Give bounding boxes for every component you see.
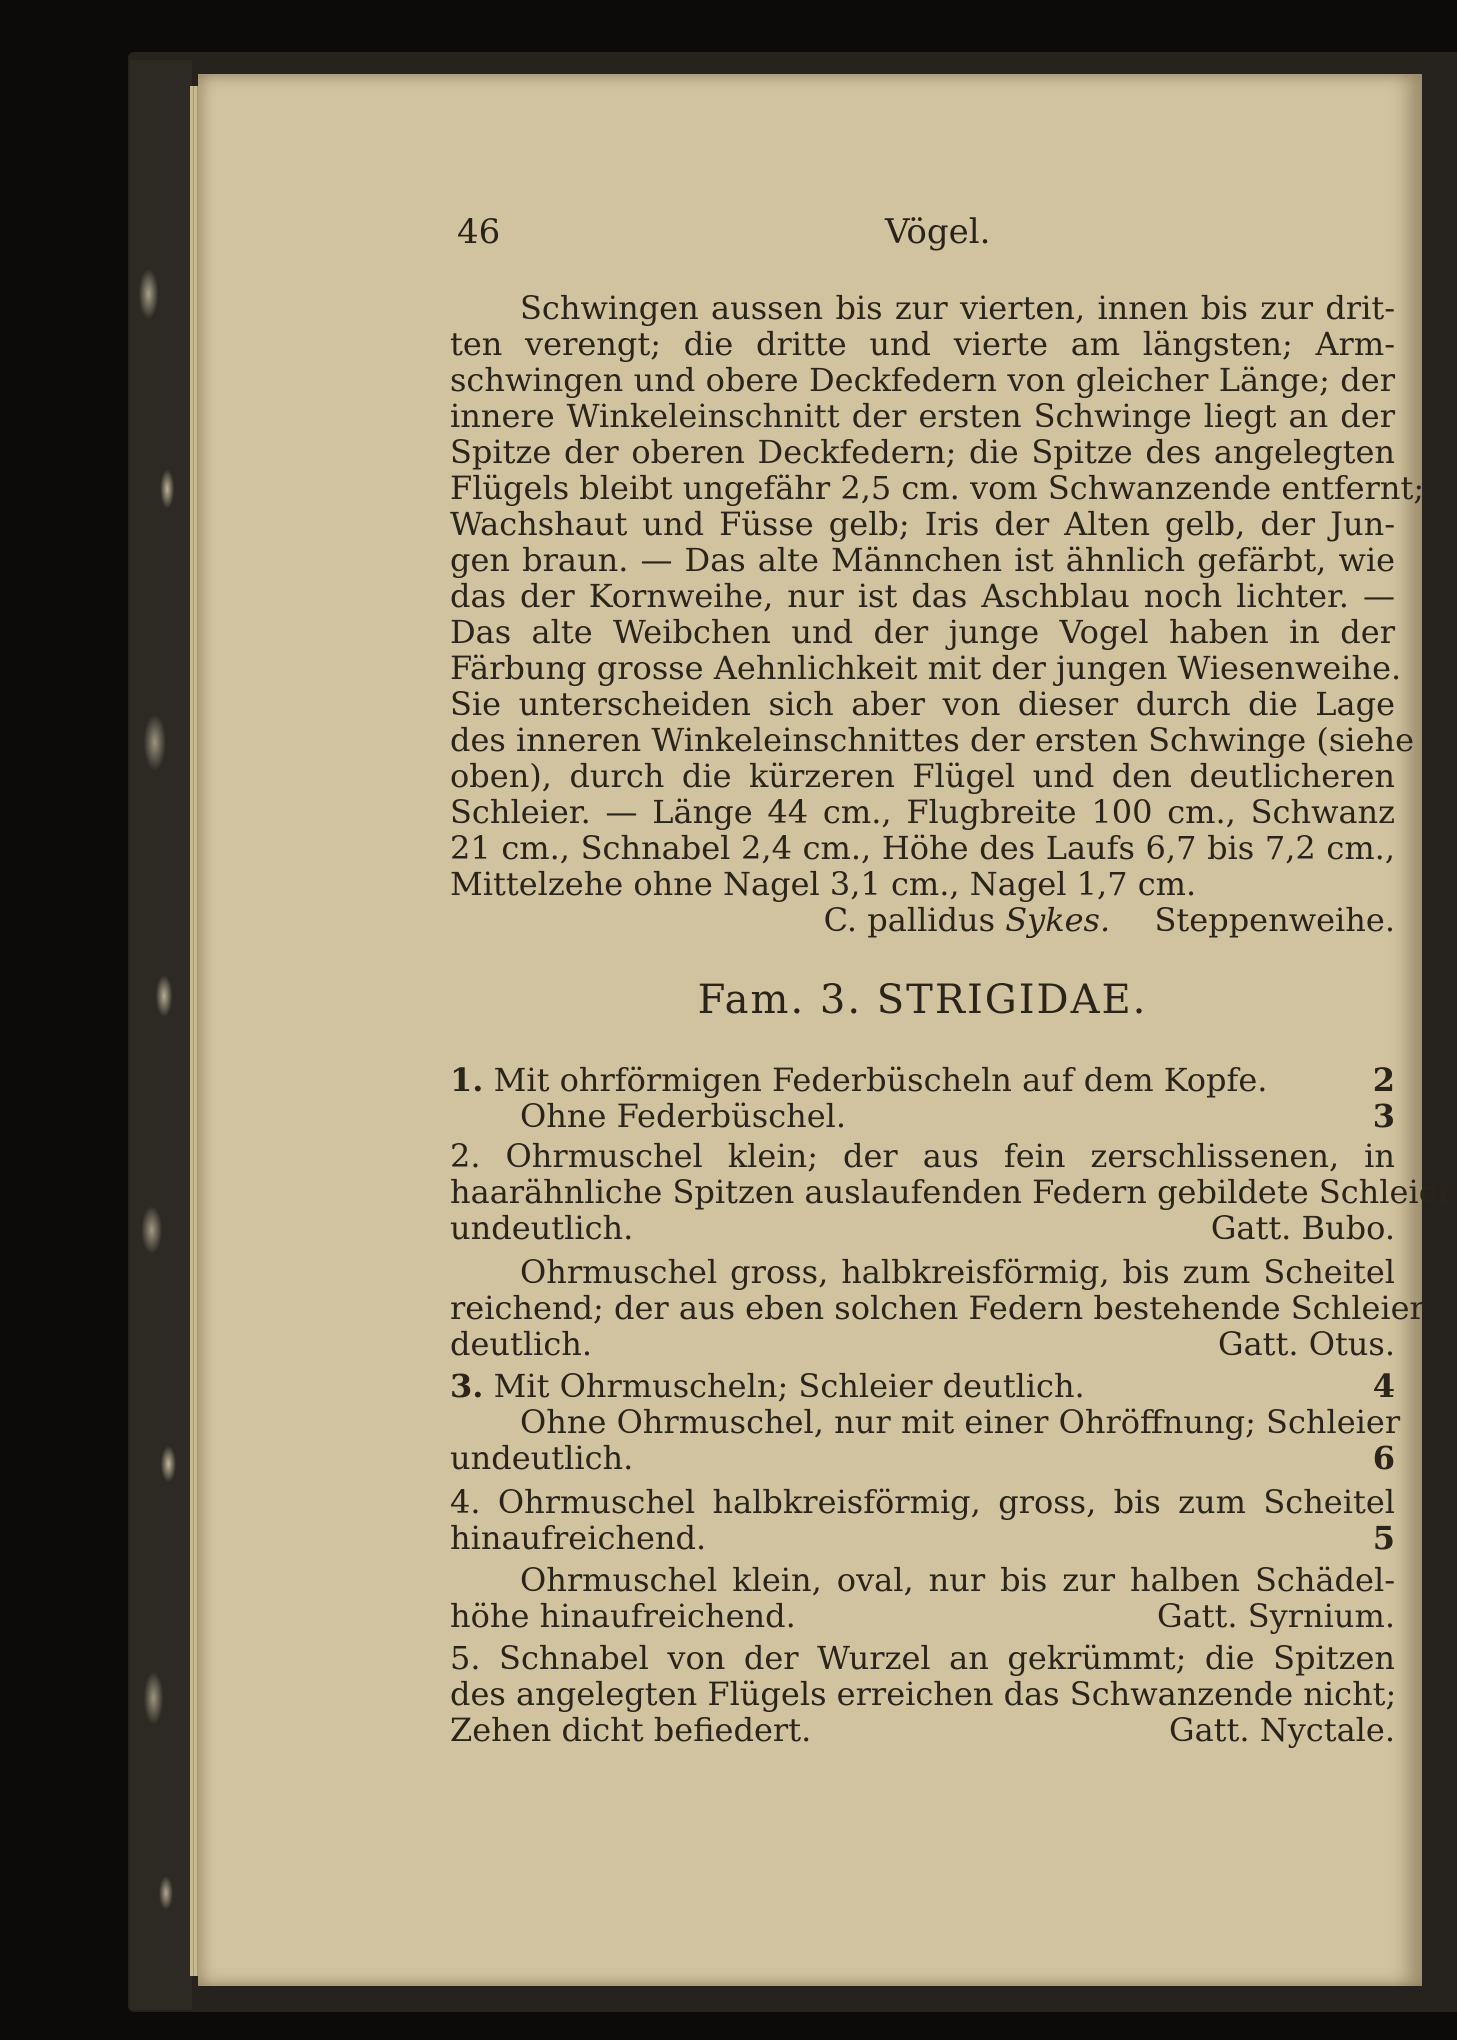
- key-2b-line1: Ohrmuschel gross, halbkreisförmig, bis zum Scheitel: [520, 1253, 1395, 1291]
- key-number: 1.: [450, 1061, 484, 1099]
- species-common-name: Steppenweihe.: [1154, 901, 1395, 939]
- key-text: undeutlich.: [450, 1209, 634, 1247]
- key-2b-line2: reichend; der aus eben solchen Federn bestehende Schleier: [450, 1289, 1425, 1327]
- key-text: höhe hinaufreichend.: [450, 1597, 796, 1635]
- key-5-line2: des angelegten Flügels erreichen das Schwanzende nicht;: [450, 1675, 1397, 1713]
- key-4b-line2: [450, 1598, 1395, 1634]
- key-text: Ohne Federbüschel.: [520, 1097, 847, 1135]
- key-4a-line2: [450, 1520, 1395, 1556]
- family-heading: Fam. 3. STRIGIDAE.: [697, 977, 1148, 1023]
- paragraph-line: oben), durch die kürzeren Flügel und den deutlicheren: [450, 757, 1395, 795]
- key-2a-line2: haarähnliche Spitzen auslaufenden Federn gebildete Schleier: [450, 1173, 1453, 1211]
- paragraph-line: schwingen und obere Deckfedern von gleicher Länge; der: [450, 361, 1395, 399]
- key-reference: 5: [1372, 1519, 1395, 1557]
- key-5-line3: [450, 1712, 1395, 1748]
- paragraph-line: innere Winkeleinschnitt der ersten Schwinge liegt an der: [450, 397, 1395, 435]
- key-4b-line1: Ohrmuschel klein, oval, nur bis zur halben Schädel-: [520, 1561, 1395, 1599]
- key-4a-line1: 4. Ohrmuschel halbkreisförmig, gross, bis zum Scheitel: [450, 1483, 1395, 1521]
- key-text: Zehen dicht befiedert.: [450, 1711, 812, 1749]
- key-text: undeutlich.: [450, 1439, 634, 1477]
- key-2a-line3: [450, 1210, 1395, 1246]
- genus-name: Gatt. Otus.: [1218, 1325, 1395, 1363]
- key-2a-line1: 2. Ohrmuschel klein; der aus fein zerschlissenen, in: [450, 1137, 1395, 1175]
- paragraph-line: Flügels bleibt ungefähr 2,5 cm. vom Schwanzende entfernt;: [450, 469, 1425, 507]
- genus-name: Gatt. Bubo.: [1210, 1209, 1395, 1247]
- page-number: 46: [457, 212, 501, 252]
- key-2b-line3: [450, 1326, 1395, 1362]
- genus-name: Gatt. Nyctale.: [1169, 1711, 1395, 1749]
- running-title: Vögel.: [885, 212, 991, 252]
- key-reference: 3: [1372, 1097, 1395, 1135]
- key-text: Mit Ohrmuscheln; Schleier deutlich.: [493, 1367, 1085, 1405]
- paragraph-line: Sie unterscheiden sich aber von dieser durch die Lage: [450, 685, 1395, 723]
- key-reference: 2: [1372, 1061, 1395, 1099]
- page-header: [0, 204, 1457, 264]
- key-reference: 4: [1372, 1367, 1395, 1405]
- genus-name: Gatt. Syrnium.: [1157, 1597, 1395, 1635]
- key-text: Mit ohrförmigen Federbüscheln auf dem Kopfe.: [493, 1061, 1268, 1099]
- paragraph-line: Spitze der oberen Deckfedern; die Spitze des angelegten: [450, 433, 1395, 471]
- paragraph-last-line: Mittelzehe ohne Nagel 3,1 cm., Nagel 1,7 cm.: [450, 865, 1197, 903]
- paragraph-line: Färbung grosse Aehnlichkeit mit der jungen Wiesenweihe.: [450, 649, 1402, 687]
- species-name: C. pallidus: [823, 901, 996, 939]
- key-1a: [450, 1062, 1395, 1098]
- key-number: 3.: [450, 1367, 484, 1405]
- key-5-line1: 5. Schnabel von der Wurzel an gekrümmt; die Spitzen: [450, 1639, 1395, 1677]
- paragraph-line: ten verengt; die dritte und vierte am längsten; Arm-: [450, 325, 1395, 363]
- key-3a: [450, 1368, 1395, 1404]
- key-3b-line1: Ohne Ohrmuschel, nur mit einer Ohröffnung; Schleier: [520, 1403, 1401, 1441]
- species-line: [450, 902, 1395, 938]
- key-reference: 6: [1372, 1439, 1395, 1477]
- key-3b-line2: [450, 1440, 1395, 1476]
- paragraph-line: das der Kornweihe, nur ist das Aschblau noch lichter. —: [450, 577, 1395, 615]
- paragraph-line: Wachshaut und Füsse gelb; Iris der Alten gelb, der Jun-: [450, 505, 1395, 543]
- key-1b: [450, 1098, 1395, 1134]
- key-text: hinaufreichend.: [450, 1519, 707, 1557]
- paragraph-line: 21 cm., Schnabel 2,4 cm., Höhe des Laufs 6,7 bis 7,2 cm.,: [450, 829, 1395, 867]
- paragraph-line: Schwingen aussen bis zur vierten, innen bis zur drit-: [520, 289, 1395, 327]
- paragraph-line: Das alte Weibchen und der junge Vogel haben in der: [450, 613, 1395, 651]
- marbled-binding: [130, 60, 192, 2010]
- key-text: deutlich.: [450, 1325, 593, 1363]
- paragraph-line: Schleier. — Länge 44 cm., Flugbreite 100 cm., Schwanz: [450, 793, 1395, 831]
- species-author: Sykes.: [1005, 901, 1111, 939]
- paragraph-line: des inneren Winkeleinschnittes der ersten Schwinge (siehe: [450, 721, 1415, 759]
- paragraph-line: gen braun. — Das alte Männchen ist ähnlich gefärbt, wie: [450, 541, 1395, 579]
